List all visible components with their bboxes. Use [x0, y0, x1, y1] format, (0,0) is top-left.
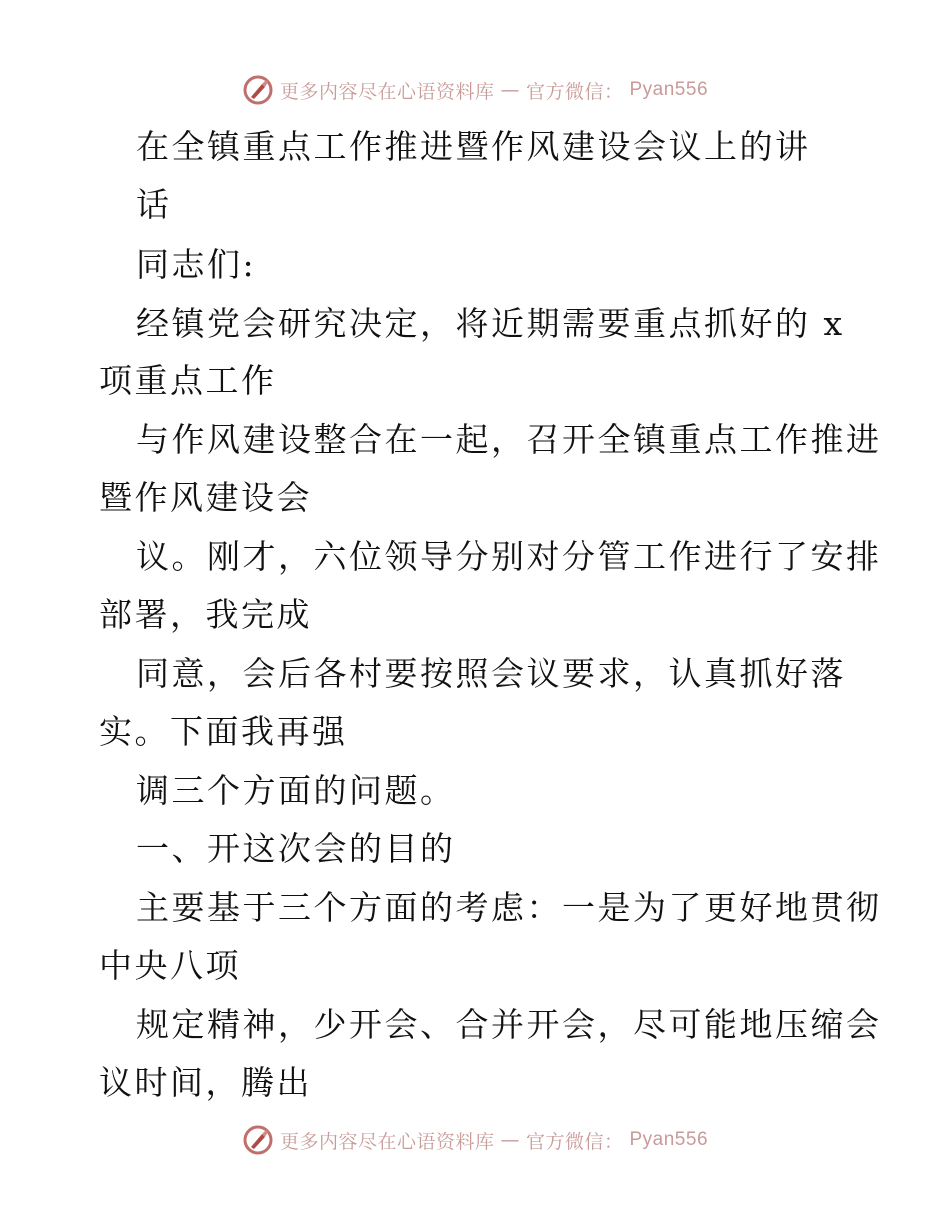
watermark-site-text: 更多内容尽在心语资料库	[279, 80, 495, 103]
paragraph-line: 经镇党会研究决定，将近期需要重点抓好的 x	[136, 304, 845, 343]
watermark-wechat-id: Pyan556	[629, 79, 709, 100]
watermark-wechat-label: 官方微信：	[525, 80, 624, 103]
salutation: 同志们:	[136, 245, 257, 284]
paragraph-line: 主要基于三个方面的考虑：一是为了更好地贯彻	[136, 888, 882, 927]
watermark-separator: —	[500, 1129, 520, 1151]
paragraph-line: 部署，我完成	[99, 595, 312, 634]
watermark-separator: —	[500, 79, 520, 101]
pen-logo-icon	[242, 1124, 274, 1156]
paragraph-line: 议。刚才，六位领导分别对分管工作进行了安排	[136, 537, 882, 576]
section-heading: 一、开这次会的目的	[136, 829, 456, 868]
pen-logo-icon	[242, 74, 274, 106]
watermark-wechat-id: Pyan556	[629, 1129, 709, 1150]
watermark-header	[0, 70, 950, 110]
paragraph-line: 暨作风建设会	[99, 478, 312, 517]
paragraph-line: 项重点工作	[99, 361, 277, 400]
watermark-site-text: 更多内容尽在心语资料库	[279, 1130, 495, 1153]
watermark-footer	[0, 1120, 950, 1160]
paragraph-line: 规定精神，少开会、合并开会，尽可能地压缩会	[136, 1005, 882, 1044]
paragraph-line: 中央八项	[99, 946, 241, 985]
document-title-line-1: 在全镇重点工作推进暨作风建设会议上的讲	[136, 127, 811, 166]
paragraph-line: 实。下面我再强	[99, 712, 348, 751]
paragraph-line: 议时间，腾出	[99, 1063, 312, 1102]
paragraph-line: 同意，会后各村要按照会议要求，认真抓好落	[136, 654, 846, 693]
watermark-wechat-label: 官方微信：	[525, 1130, 624, 1153]
paragraph-line: 调三个方面的问题。	[136, 771, 456, 810]
document-title-line-2: 话	[136, 185, 172, 224]
paragraph-line: 与作风建设整合在一起，召开全镇重点工作推进	[136, 420, 882, 459]
